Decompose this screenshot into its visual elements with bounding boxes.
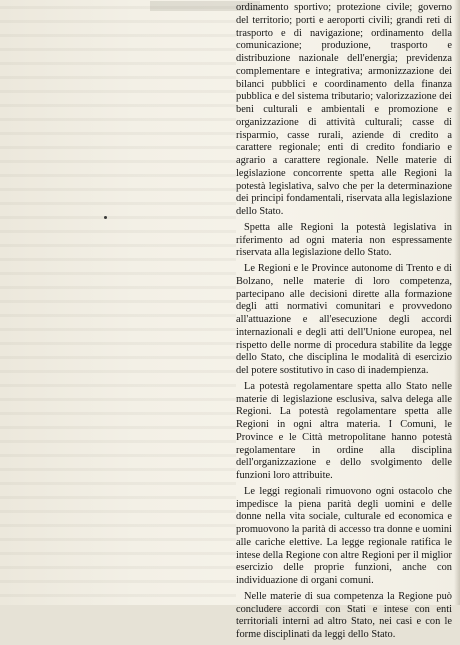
- ink-dot: [104, 216, 107, 219]
- text-column: [236, 2, 452, 645]
- paragraph-6: Nelle materie di sua competenza la Regione può concludere accordi con Stati e intese con enti territoriali interni ad altro Stato, nei casi e con le forme disciplinati da leggi dello Stato.: [236, 590, 452, 640]
- paragraph-2: Spetta alle Regioni la potestà legislativa in riferimento ad ogni materia non espressamente riservata alla legislazione dello Stato.: [236, 221, 452, 259]
- paragraph-4: La potestà regolamentare spetta allo Stato nelle materie di legislazione esclusiva, salva delega alle Regioni. La potestà regolamentare spetta alle Regioni in ogni altra materia. I Comuni, le Province e le Città metropolitane hanno potestà regolamentare in ordine alla disciplina dell'organizzazione e dello svolgimento delle funzioni loro attribuite.: [236, 380, 452, 481]
- page-edge-shadow: [454, 0, 460, 605]
- show-through-text: [0, 0, 236, 605]
- paragraph-3: Le Regioni e le Province autonome di Trento e di Bolzano, nelle materie di loro competenza, partecipano alle decisioni dirette alla formazione degli atti normativi comunitari e provvedono all'attuazione e all'esecuzione degli accordi internazionali e degli atti dell'Unione europea, nel rispetto delle norme di procedura stabilite da legge dello Stato, che disciplina le modalità di esercizio del potere sostitutivo in caso di inadempienza.: [236, 263, 452, 376]
- paragraph-1: ordinamento sportivo; protezione civile; governo del territorio; porti e aeroporti civili; grandi reti di trasporto e di navigazione; ordinamento della comunicazione; produzione, trasporto e distribuzione nazionale dell'energia; previdenza complementare e integrativa; armonizzazione dei bilanci pubblici e coordinamento della finanza pubblica e del sistema tributario; valorizzazione dei beni culturali e ambientali e promozione e organizzazione di attività culturali; casse di risparmio, casse rurali, aziende di credito a carattere regionale; enti di credito fondiario e agrario a carattere regionale. Nelle materie di legislazione concorrente spetta alle Regioni la potestà legislativa, salvo che per la determinazione dei principi fondamentali, riservata alla legislazione dello Stato.: [236, 2, 452, 217]
- paragraph-5: Le leggi regionali rimuovono ogni ostacolo che impedisce la piena parità degli uomini e delle donne nella vita sociale, culturale ed economica e promuovono la parità di accesso tra donne e uomini alle cariche elettive. La legge regionale ratifica le intese della Regione con altre Regioni per il miglior esercizio delle proprie funzioni, anche con individuazione di organi comuni.: [236, 485, 452, 586]
